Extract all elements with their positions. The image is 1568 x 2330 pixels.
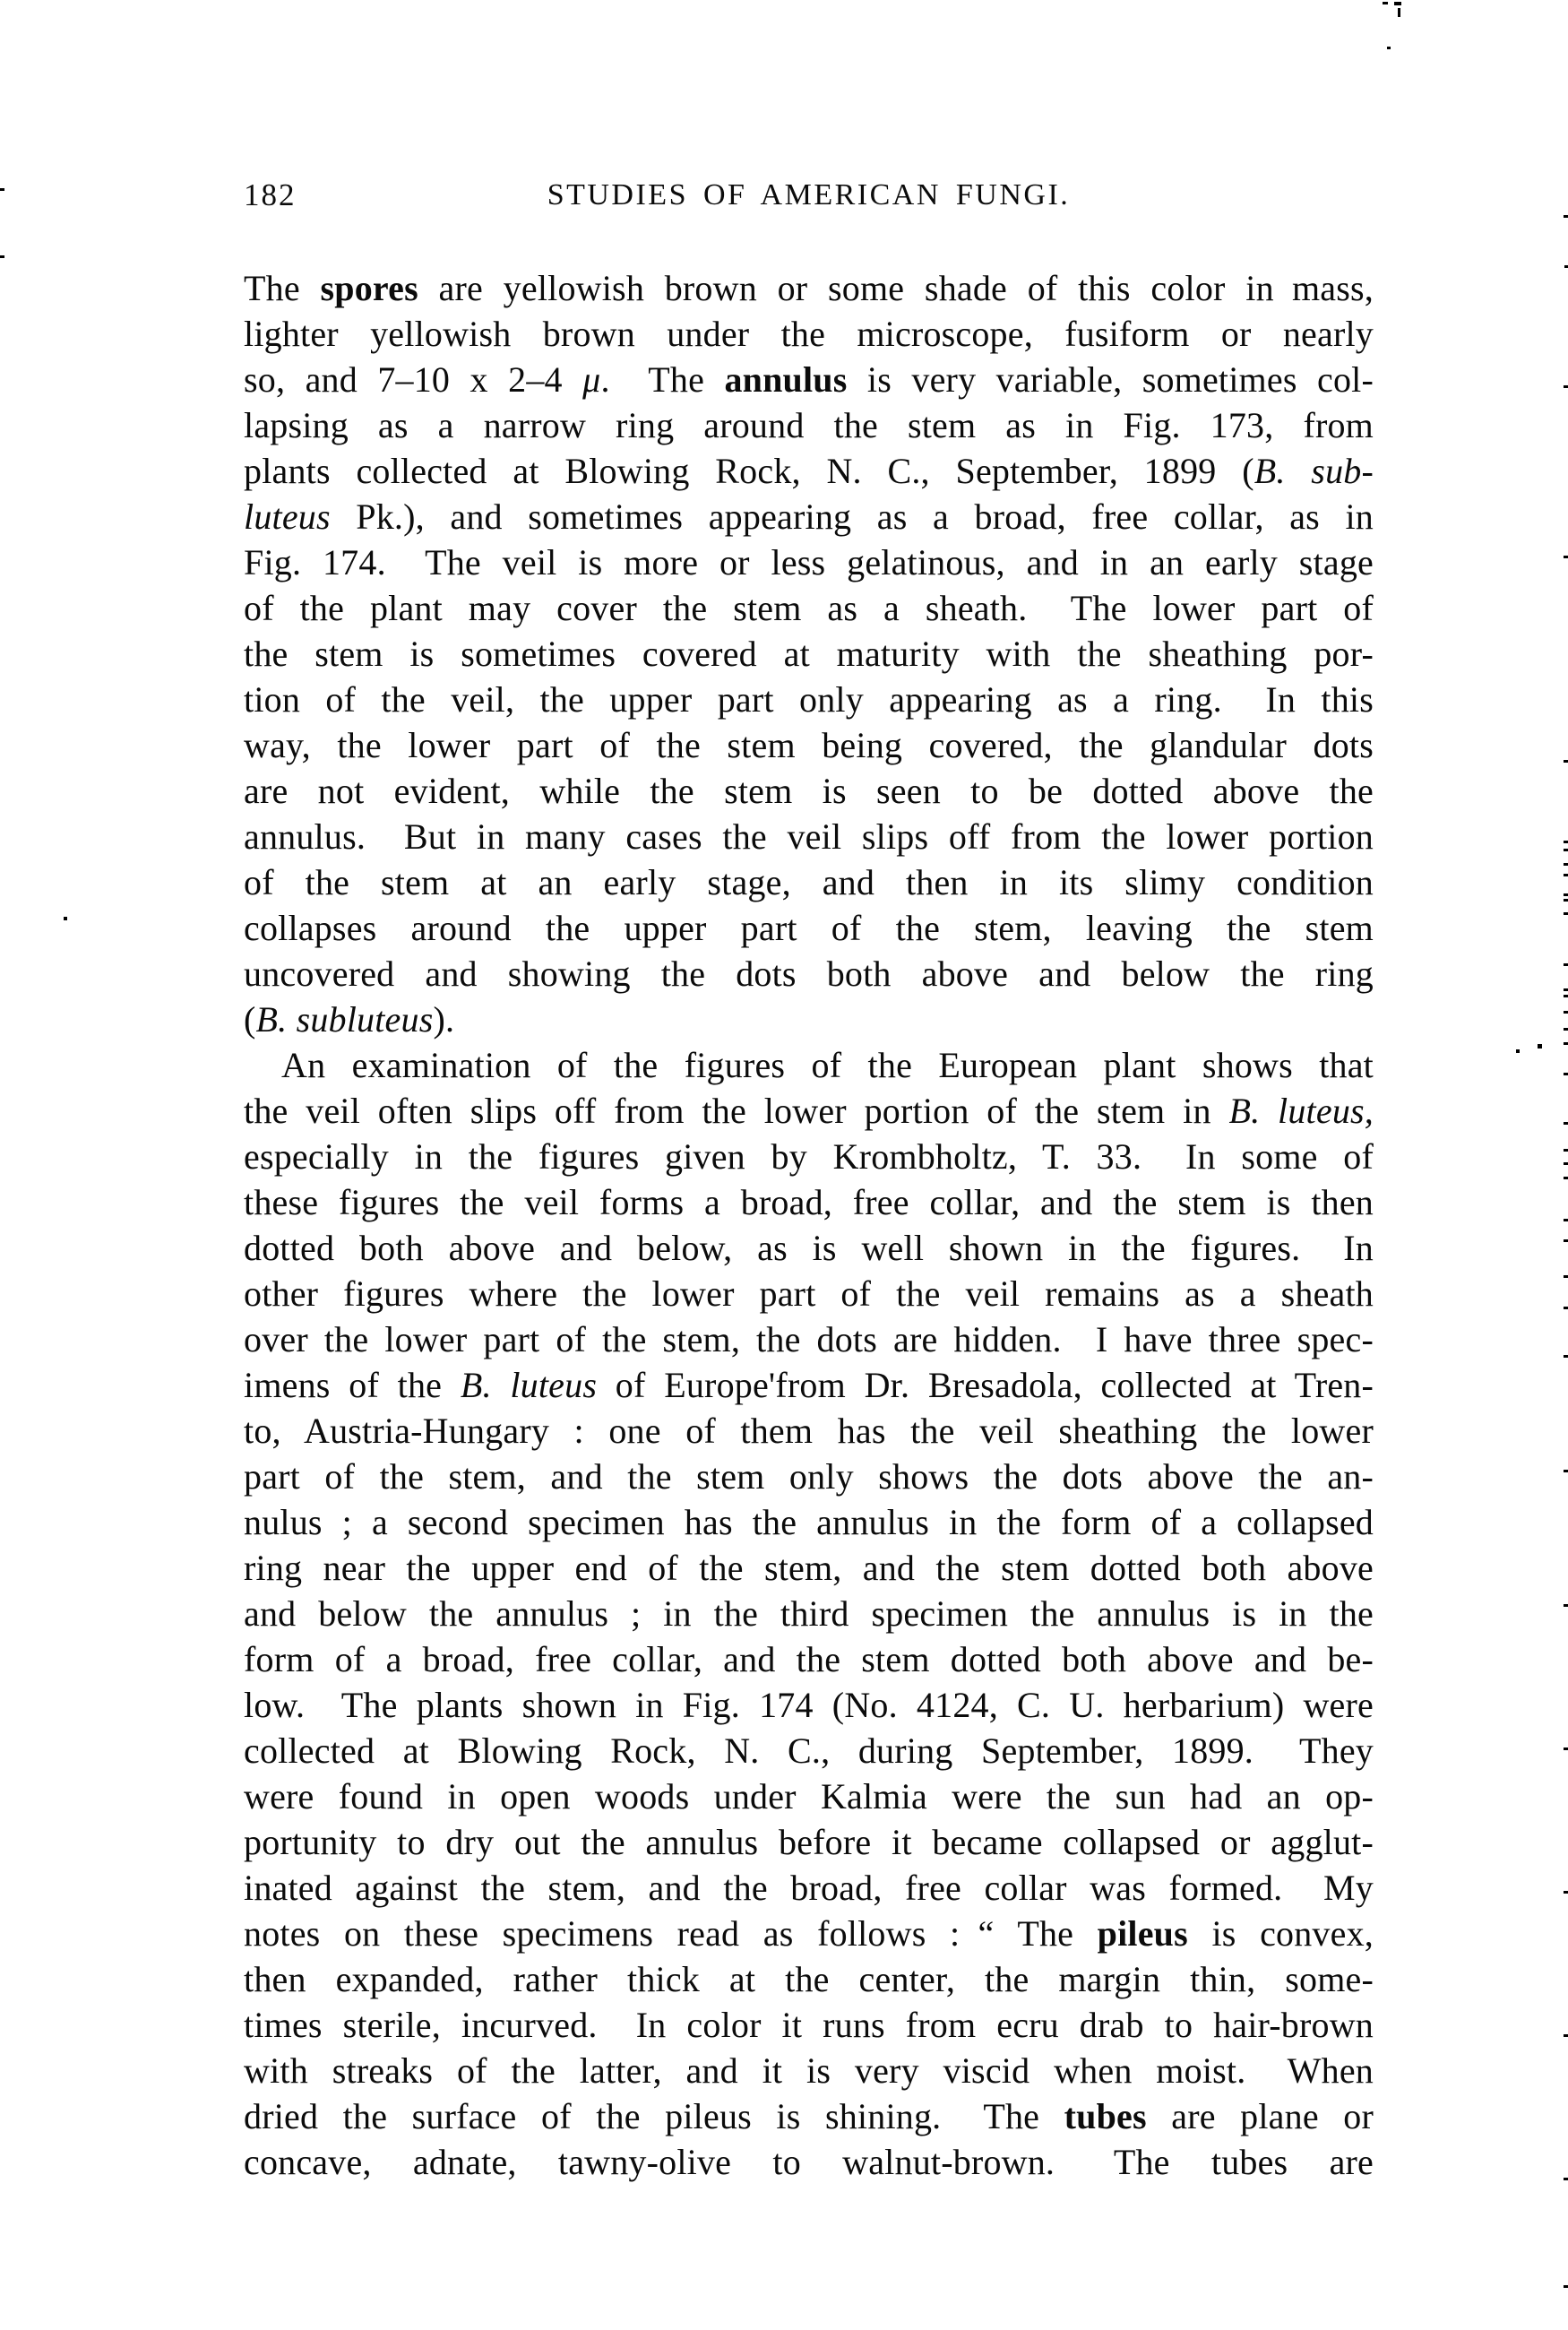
text-line: notes on these specimens read as follows : “ The pileus is convex,	[244, 1913, 1374, 1954]
scan-edge-tick	[1564, 995, 1568, 997]
text-line: way, the lower part of the stem being covered, the glandular dots	[244, 725, 1374, 765]
text-line: Fig. 174. The veil is more or less gelatinous, and in an early stage	[244, 542, 1374, 582]
scan-speckle	[64, 917, 67, 920]
scan-edge-tick	[1564, 893, 1568, 896]
scan-edge-tick	[1564, 988, 1568, 991]
scan-edge-tick	[1564, 1748, 1568, 1750]
text-line: nulus ; a second specimen has the annulus in the form of a collapsed	[244, 1502, 1374, 1542]
text-line: portunity to dry out the annulus before it became collapsed or agglut-	[244, 1822, 1374, 1862]
text-line: with streaks of the latter, and it is very viscid when moist. When	[244, 2050, 1374, 2091]
text-line: (B. subluteus).	[244, 999, 455, 1040]
text-line: part of the stem, and the stem only shows the dots above the an-	[244, 1456, 1374, 1497]
text-line: lapsing as a narrow ring around the stem as in Fig. 173, from	[244, 405, 1374, 445]
scan-edge-tick	[1564, 863, 1568, 866]
text-line: lighter yellowish brown under the microscope, fusiform or nearly	[244, 314, 1374, 354]
text-line: dotted both above and below, as is well shown in the figures. In	[244, 1228, 1374, 1268]
scan-edge-tick	[1564, 841, 1568, 843]
scan-speckle	[1394, 2, 1401, 5]
text-line: inated against the stem, and the broad, free collar was formed. My	[244, 1868, 1374, 1908]
scan-edge-tick	[1564, 760, 1568, 763]
scan-edge-tick	[1564, 385, 1568, 388]
scan-edge-tick	[1564, 963, 1568, 966]
scan-edge-tick	[1564, 1162, 1568, 1165]
scan-edge-tick	[1564, 2285, 1568, 2288]
text-line: low. The plants shown in Fig. 174 (No. 4124, C. U. herbarium) were	[244, 1685, 1374, 1725]
scan-edge-tick	[1564, 1011, 1568, 1014]
text-line: uncovered and showing the dots both above and below the ring	[244, 954, 1374, 994]
scan-edge-tick	[1564, 874, 1568, 876]
text-line: imens of the B. luteus of Europe'from Dr. Bresadola, collected at Tren-	[244, 1365, 1374, 1405]
scan-edge-tick	[1564, 2034, 1568, 2037]
running-title: STUDIES OF AMERICAN FUNGI.	[547, 178, 1071, 211]
text-line: plants collected at Blowing Rock, N. C., September, 1899 (B. sub-	[244, 451, 1374, 491]
text-line: were found in open woods under Kalmia were the sun had an op-	[244, 1776, 1374, 1817]
text-line: annulus. But in many cases the veil slips off from the lower portion	[244, 816, 1374, 857]
scan-edge-tick	[1564, 215, 1568, 218]
text-line: of the stem at an early stage, and then in its slimy condition	[244, 862, 1374, 902]
scan-speckle	[1564, 265, 1568, 268]
text-line: over the lower part of the stem, the dots are hidden. I have three spec-	[244, 1319, 1374, 1359]
scan-edge-tick	[1564, 899, 1568, 902]
text-line: the veil often slips off from the lower portion of the stem in B. luteus,	[244, 1091, 1374, 1131]
scan-speckle	[1538, 1044, 1542, 1048]
text-line: dried the surface of the pileus is shining. The tubes are plane or	[244, 2096, 1374, 2136]
scan-speckle	[1516, 1049, 1520, 1053]
scan-edge-tick	[1564, 1073, 1568, 1075]
scan-edge-tick	[1564, 912, 1568, 915]
text-line: ring near the upper end of the stem, and the stem dotted both above	[244, 1548, 1374, 1588]
text-line: to, Austria-Hungary : one of them has the veil sheathing the lower	[244, 1411, 1374, 1451]
scan-edge-tick	[1564, 1307, 1568, 1309]
scan-edge-tick	[1564, 1355, 1568, 1358]
scan-edge-tick	[1564, 1028, 1568, 1031]
text-line: of the plant may cover the stem as a sheath. The lower part of	[244, 588, 1374, 628]
page-number: 182	[244, 177, 297, 212]
scan-speckle	[1387, 47, 1391, 49]
scan-speckle	[1383, 2, 1388, 4]
scan-edge-tick	[0, 255, 4, 258]
text-line: form of a broad, free collar, and the stem dotted both above and be-	[244, 1639, 1374, 1679]
scan-edge-tick	[1564, 1177, 1568, 1179]
text-line: tion of the veil, the upper part only appearing as a ring. In this	[244, 679, 1374, 720]
scan-speckle	[1398, 8, 1400, 17]
scan-edge-tick	[1564, 1470, 1568, 1472]
page-header	[244, 177, 1374, 217]
text-line: The spores are yellowish brown or some shade of this color in mass,	[244, 268, 1374, 308]
scan-edge-tick	[1564, 849, 1568, 851]
scan-edge-tick	[1564, 556, 1568, 558]
scan-edge-tick	[1564, 1122, 1568, 1125]
text-line: are not evident, while the stem is seen to be dotted above the	[244, 771, 1374, 811]
text-line: the stem is sometimes covered at maturity with the sheathing por-	[244, 634, 1374, 674]
scan-edge-tick	[0, 188, 4, 191]
scan-edge-tick	[1564, 2178, 1568, 2180]
text-line: these figures the veil forms a broad, free collar, and the stem is then	[244, 1182, 1374, 1222]
text-block	[244, 265, 1374, 2185]
text-line: collected at Blowing Rock, N. C., during September, 1899. They	[244, 1730, 1374, 1771]
text-line: luteus Pk.), and sometimes appearing as a broad, free collar, as in	[244, 496, 1374, 537]
scan-edge-tick	[1564, 1239, 1568, 1242]
text-line: times sterile, incurved. In color it runs from ecru drab to hair-brown	[244, 2005, 1374, 2045]
text-line: collapses around the upper part of the stem, leaving the stem	[244, 908, 1374, 948]
text-line: especially in the figures given by Krombholtz, T. 33. In some of	[244, 1136, 1374, 1177]
scan-edge-tick	[1564, 1891, 1568, 1894]
text-line: so, and 7–10 x 2–4 μ. The annulus is very variable, sometimes col-	[244, 359, 1374, 400]
text-line: then expanded, rather thick at the center, the margin thin, some-	[244, 1959, 1374, 1999]
text-line: An examination of the figures of the European plant shows that	[281, 1045, 1374, 1085]
text-line: other figures where the lower part of the veil remains as a sheath	[244, 1273, 1374, 1314]
scan-edge-tick	[1564, 1042, 1568, 1045]
scan-edge-tick	[1564, 1275, 1568, 1278]
text-line: concave, adnate, tawny-olive to walnut-brown. The tubes are	[244, 2142, 1374, 2182]
scan-edge-tick	[1564, 1604, 1568, 1607]
scan-edge-tick	[1564, 1149, 1568, 1152]
text-line: and below the annulus ; in the third specimen the annulus is in the	[244, 1593, 1374, 1634]
scan-edge-tick	[1564, 1219, 1568, 1221]
